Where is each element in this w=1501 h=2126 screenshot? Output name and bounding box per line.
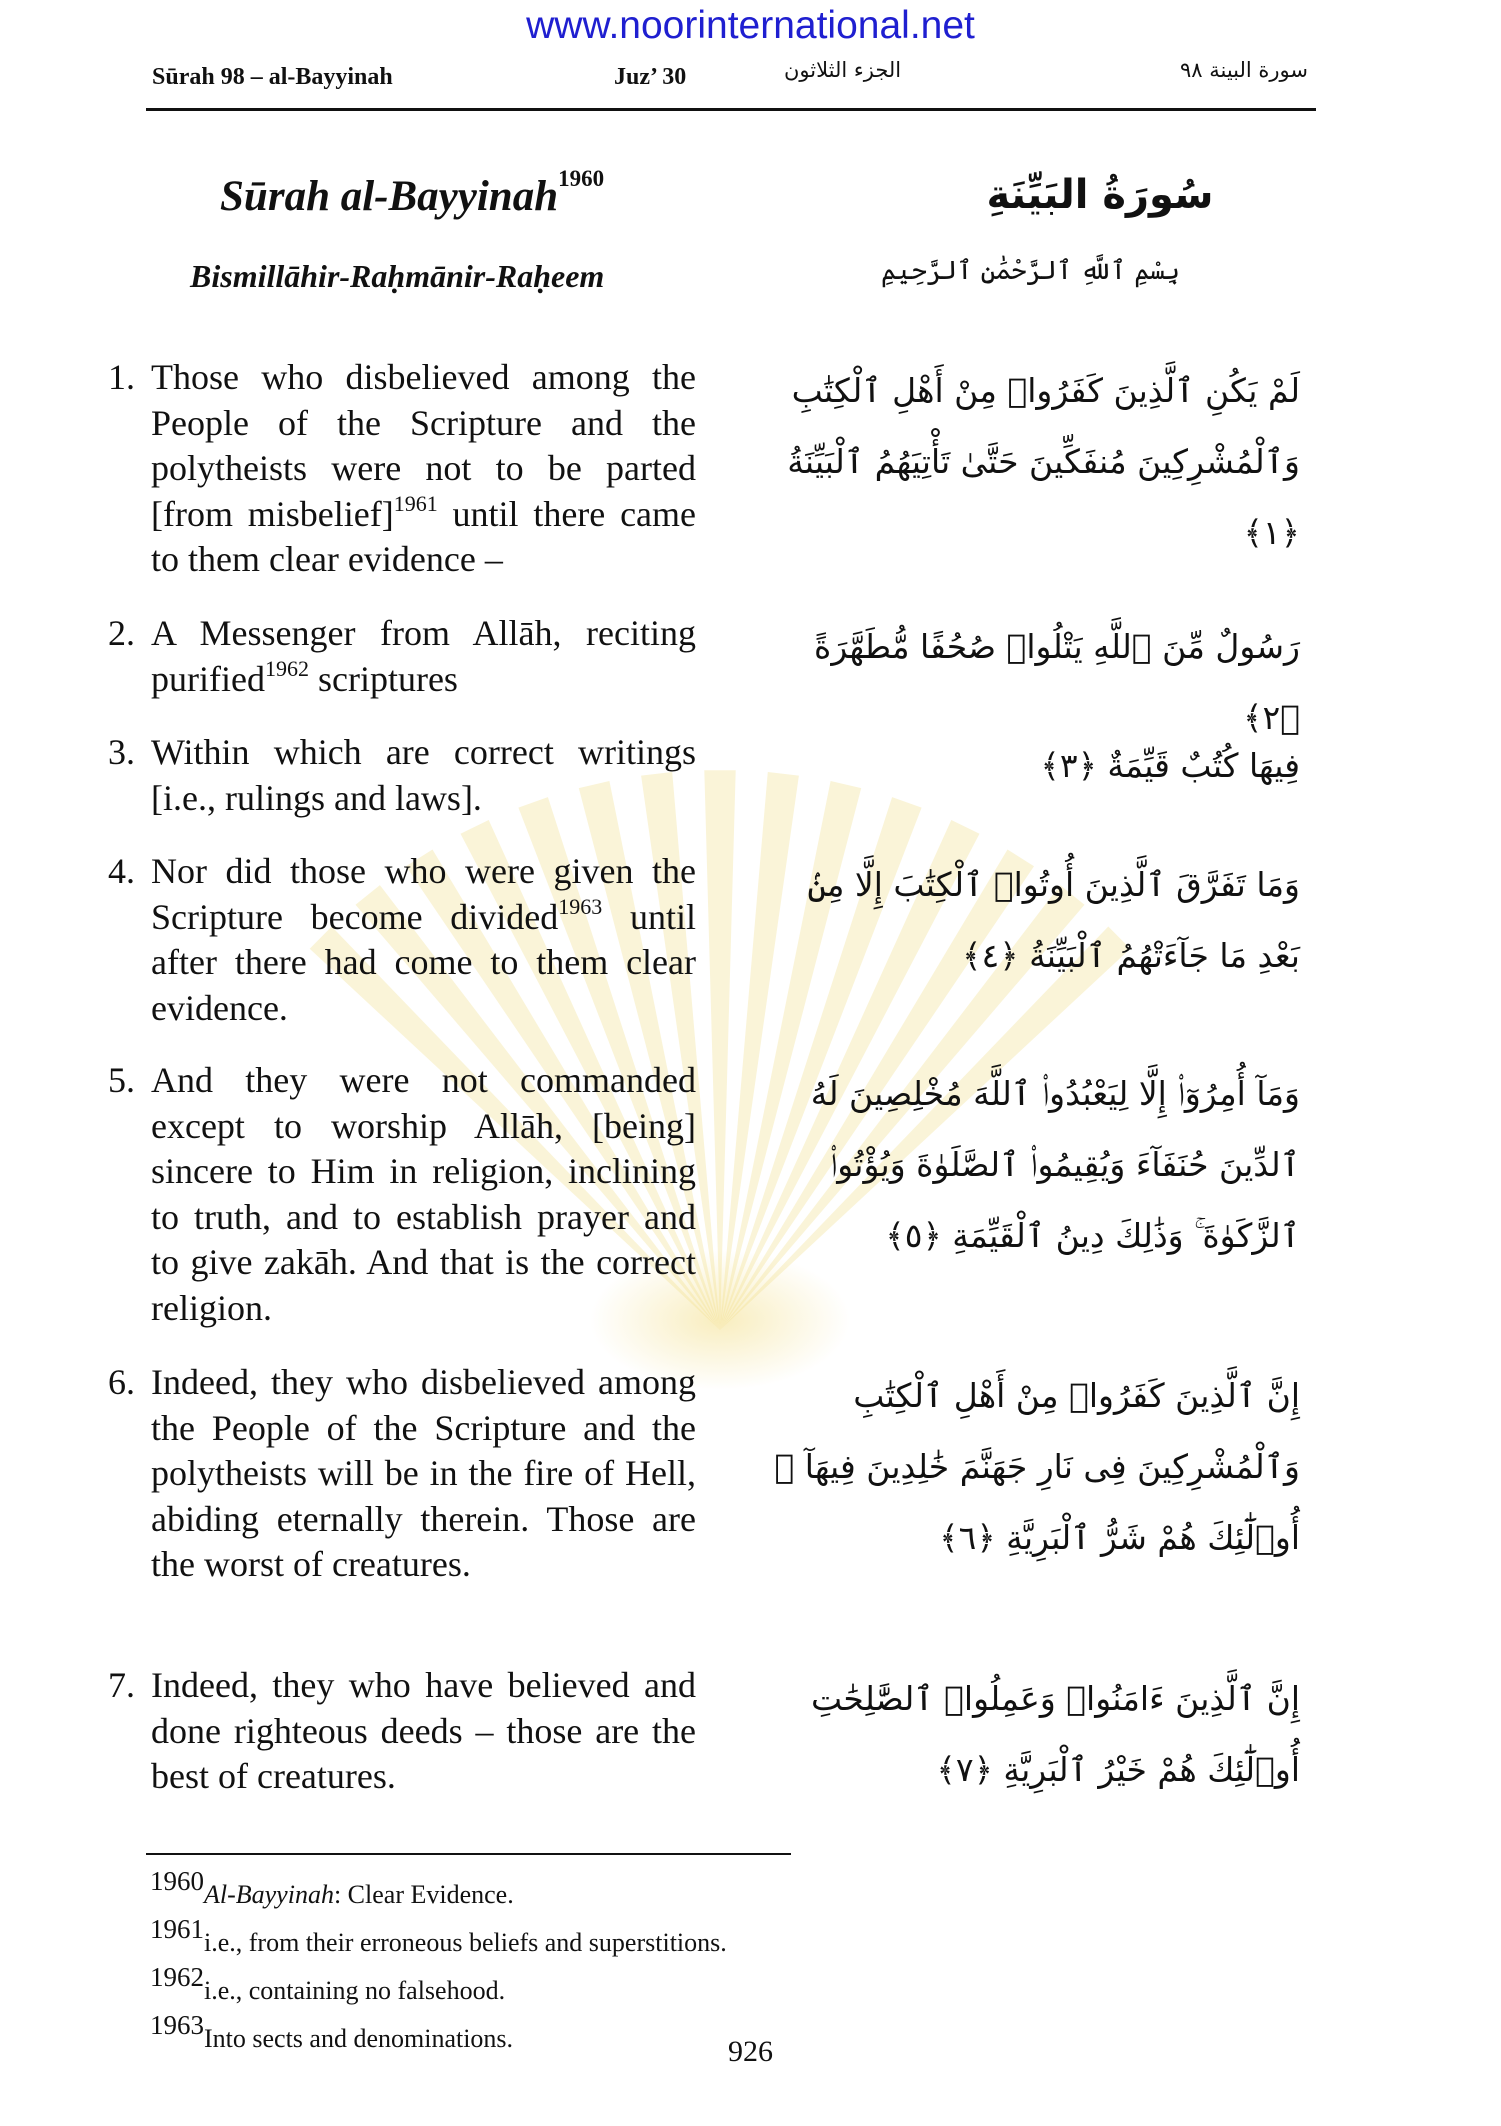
surah-title-footnote-ref: 1960	[558, 166, 605, 191]
surah-title-text: Sūrah al-Bayyinah	[220, 173, 559, 220]
verse-number: 4.	[108, 851, 135, 891]
footnote-rule	[146, 1853, 791, 1855]
footnote-number: 1960	[150, 1866, 204, 1896]
footnote-number: 1962	[150, 1962, 204, 1992]
footnote: 1961i.e., from their erroneous beliefs and superstitions.	[150, 1914, 727, 1957]
verse-arabic: وَمَا تَفَرَّقَ ٱلَّذِينَ أُوتُوا۟ ٱلْكِتَٰبَ إِلَّا مِنۢ بَعْدِ مَا جَآءَتْهُمُ ٱلْبَيِّنَةُ ﴿٤﴾	[807, 865, 1300, 975]
verse-number: 3.	[108, 732, 135, 772]
verse-arabic: إِنَّ ٱلَّذِينَ كَفَرُوا۟ مِنْ أَهْلِ ٱلْكِتَٰبِ وَٱلْمُشْرِكِينَ فِى نَارِ جَهَنَّمَ خَٰلِدِينَ فِيهَآ ۚ أُو۟لَٰٓئِكَ هُمْ شَرُّ ٱلْبَرِيَّةِ ﴿٦﴾	[774, 1376, 1300, 1557]
verse-english: Those who disbelieved among the People of the Scripture and the polytheists were not to be parted [from misbelief]$^{1961}$ until there came to them clear evidence –	[151, 357, 696, 579]
footnote-ref: 1962	[264, 655, 309, 681]
running-head-surah-arabic: سورة البينة ٩٨	[1179, 58, 1308, 82]
site-url[interactable]: www.noorinternational.net	[526, 4, 975, 47]
verse-arabic: رَسُولٌ مِّنَ ٱللَّهِ يَتْلُوا۟ صُحُفًا مُّطَهَّرَةً ﴿٢﴾	[814, 627, 1300, 737]
verse-english: A Messenger from Allāh, reciting purified$^{1962}$ scriptures	[151, 613, 696, 699]
page-number: 926	[728, 2035, 773, 2068]
footnote-ref: 1963	[558, 893, 603, 919]
verse-english: Within which are correct writings [i.e., rulings and laws].	[151, 732, 696, 818]
basmala-english: Bismillāhir-Raḥmānir-Raḥeem	[190, 258, 605, 294]
running-head-surah: Sūrah 98 – al-Bayyinah	[152, 64, 393, 90]
footnote-number: 1963	[150, 2010, 204, 2040]
verse-english: Indeed, they who disbelieved among the People of the Scripture and the polytheists will be in the fire of Hell, abiding eternally therein. Those are the worst of creatures.	[151, 1362, 696, 1584]
footnote: 1962i.e., containing no falsehood.	[150, 1962, 506, 2005]
verse-number: 1.	[108, 357, 135, 397]
verse-arabic: وَمَآ أُمِرُوٓا۟ إِلَّا لِيَعْبُدُوا۟ ٱللَّهَ مُخْلِصِينَ لَهُ ٱلدِّينَ حُنَفَآءَ وَيُقِيمُوا۟ ٱلصَّلَوٰةَ وَيُؤْتُوا۟ ٱلزَّكَوٰةَ ۚ وَذَٰلِكَ دِينُ ٱلْقَيِّمَةِ ﴿٥﴾	[810, 1074, 1300, 1255]
verse-arabic: إِنَّ ٱلَّذِينَ ءَامَنُوا۟ وَعَمِلُوا۟ ٱلصَّٰلِحَٰتِ أُو۟لَٰٓئِكَ هُمْ خَيْرُ ٱلْبَرِيَّةِ ﴿٧﴾	[810, 1679, 1300, 1789]
verse-english: And they were not commanded except to worship Allāh, [being] sincere to Him in religion, inclining to truth, and to establish prayer and to give zakāh. And that is the correct religion.	[151, 1060, 696, 1328]
footnotes	[150, 1864, 1050, 2056]
verse-english: Indeed, they who have believed and done righteous deeds – those are the best of creatures.	[151, 1665, 696, 1796]
footnote-number: 1961	[150, 1914, 204, 1944]
verse-number: 2.	[108, 613, 135, 653]
verse-english: Nor did those who were given the Scripture become divided$^{1963}$ until after there had come to them clear evidence.	[151, 851, 696, 1028]
basmala-arabic: بِسْمِ ٱللَّهِ ٱلرَّحْمَٰنِ ٱلرَّحِيمِ	[880, 256, 1180, 286]
verse-arabic: لَمْ يَكُنِ ٱلَّذِينَ كَفَرُوا۟ مِنْ أَهْلِ ٱلْكِتَٰبِ وَٱلْمُشْرِكِينَ مُنفَكِّينَ حَتَّىٰ تَأْتِيَهُمُ ٱلْبَيِّنَةُ ﴿١﴾	[787, 371, 1300, 552]
verse-number: 7.	[108, 1665, 135, 1705]
verse-number: 5.	[108, 1060, 135, 1100]
verse-number: 6.	[108, 1362, 135, 1402]
surah-title-english	[220, 166, 605, 221]
verse-arabic: فِيهَا كُتُبٌ قَيِّمَةٌ ﴿٣﴾	[1040, 746, 1300, 785]
footnote: 1960Al-Bayyinah: Clear Evidence.	[150, 1866, 514, 1909]
running-head	[146, 58, 1316, 98]
footnote: 1963Into sects and denominations.	[150, 2010, 514, 2053]
running-head-juz-arabic: الجزء الثلاثون	[784, 58, 902, 82]
footnote-ref: 1961	[393, 490, 438, 516]
running-head-juz: Juz’ 30	[614, 64, 687, 90]
header-rule	[146, 108, 1316, 111]
surah-title-arabic: سُورَةُ البَيِّنَةِ	[986, 172, 1214, 218]
